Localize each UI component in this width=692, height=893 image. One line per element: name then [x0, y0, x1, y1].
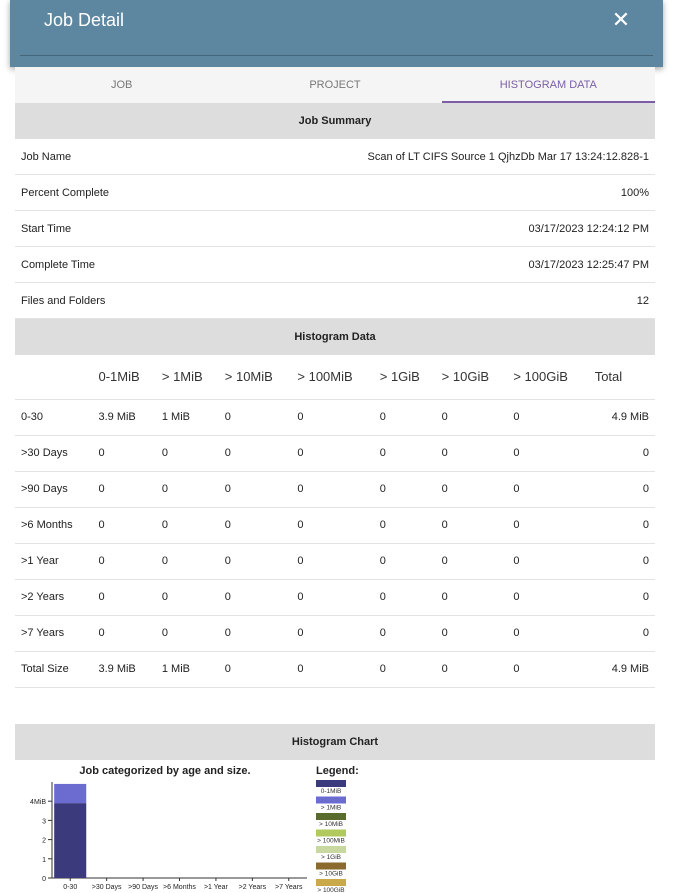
table-cell: 0 [219, 579, 292, 615]
summary-row [15, 211, 655, 247]
row-label: Total Size [15, 651, 92, 687]
table-row [15, 471, 655, 507]
histogram-column-header: > 100GiB [507, 355, 588, 399]
table-cell: 1 MiB [156, 399, 219, 435]
table-cell: 0 [156, 615, 219, 651]
histogram-body [15, 399, 655, 687]
chart-title: Job categorized by age and size. [79, 765, 251, 777]
histogram-column-header: 0-1MiB [92, 355, 155, 399]
histogram-column-header: > 1GiB [374, 355, 436, 399]
legend-swatch [316, 797, 346, 804]
table-cell: 4.9 MiB [589, 651, 655, 687]
table-cell: 0 [291, 651, 373, 687]
table-cell: 0 [291, 543, 373, 579]
table-cell: 0 [374, 579, 436, 615]
histogram-column-header: Total [589, 355, 655, 399]
histogram-column-header: > 100MiB [291, 355, 373, 399]
histogram-chart-section [15, 724, 655, 893]
table-cell: 0 [507, 543, 588, 579]
tab-bar [15, 67, 655, 103]
table-cell: 0 [436, 471, 508, 507]
table-cell: 0 [92, 579, 155, 615]
table-cell: 0 [436, 651, 508, 687]
x-tick-label: >90 Days [128, 884, 158, 891]
table-cell: 0 [507, 651, 588, 687]
table-cell: 0 [291, 399, 373, 435]
table-cell: 0 [436, 399, 508, 435]
y-tick-label: 4MiB [30, 799, 46, 807]
table-cell: 0 [589, 435, 655, 471]
table-cell: 0 [436, 435, 508, 471]
legend-label: > 10MiB [318, 821, 344, 828]
chart-bar [54, 803, 86, 878]
summary-label: Complete Time [21, 258, 95, 271]
table-cell: 0 [507, 507, 588, 543]
row-label: >30 Days [15, 435, 92, 471]
close-icon[interactable]: ✕ [611, 7, 631, 32]
table-cell: 0 [374, 399, 436, 435]
table-cell: 0 [219, 399, 292, 435]
table-cell: 0 [589, 579, 655, 615]
header-divider [20, 55, 653, 56]
summary-row [15, 283, 655, 319]
table-cell: 3.9 MiB [92, 651, 155, 687]
histogram-column-header: > 10GiB [436, 355, 508, 399]
table-cell: 0 [374, 615, 436, 651]
table-cell: 0 [219, 471, 292, 507]
table-cell: 0 [156, 579, 219, 615]
table-cell: 0 [291, 615, 373, 651]
table-cell: 0 [589, 615, 655, 651]
summary-value: 03/17/2023 12:25:47 PM [528, 258, 649, 271]
table-cell: 0 [156, 435, 219, 471]
summary-value: Scan of LT CIFS Source 1 QjhzDb Mar 17 13:24:12.828-1 [367, 150, 649, 163]
table-row [15, 651, 655, 687]
table-cell: 0 [291, 435, 373, 471]
histogram-chart-header: Histogram Chart [15, 724, 655, 760]
histogram-table [15, 355, 655, 688]
summary-value: 03/17/2023 12:24:12 PM [528, 222, 649, 235]
histogram-chart [15, 760, 655, 893]
table-cell: 0 [374, 507, 436, 543]
summary-row [15, 139, 655, 175]
chart-area [15, 760, 655, 893]
histogram-column-header: > 1MiB [156, 355, 219, 399]
table-cell: 1 MiB [156, 651, 219, 687]
summary-label: Files and Folders [21, 294, 106, 307]
table-cell: 0 [507, 579, 588, 615]
table-cell: 0 [589, 543, 655, 579]
table-cell: 0 [219, 435, 292, 471]
table-cell: 0 [92, 543, 155, 579]
table-cell: 0 [92, 435, 155, 471]
histogram-column-header: > 10MiB [219, 355, 292, 399]
table-cell: 0 [219, 507, 292, 543]
summary-label: Start Time [21, 222, 72, 235]
table-cell: 0 [219, 543, 292, 579]
histogram-data-header: Histogram Data [15, 319, 655, 355]
table-cell: 0 [374, 471, 436, 507]
table-cell: 0 [507, 399, 588, 435]
table-cell: 0 [436, 615, 508, 651]
legend-swatch [316, 879, 346, 886]
row-label: >6 Months [15, 507, 92, 543]
job-summary-list [15, 139, 655, 319]
summary-value: 12 [636, 294, 649, 307]
table-cell: 0 [219, 651, 292, 687]
legend-swatch [316, 813, 346, 820]
table-cell: 0 [374, 651, 436, 687]
table-cell: 0 [156, 543, 219, 579]
x-tick-label: >7 Years [275, 884, 303, 891]
summary-row [15, 175, 655, 211]
x-tick-label: >6 Months [163, 884, 196, 891]
legend-label: > 1GiB [320, 854, 342, 861]
tab-project[interactable]: PROJECT [309, 79, 361, 91]
summary-row [15, 247, 655, 283]
tab-job[interactable]: JOB [110, 79, 133, 91]
table-cell: 0 [374, 435, 436, 471]
legend-label: > 100MiB [317, 837, 345, 845]
table-cell: 0 [589, 507, 655, 543]
table-cell: 0 [156, 471, 219, 507]
table-row [15, 543, 655, 579]
chart-bar [54, 784, 86, 803]
table-row [15, 435, 655, 471]
table-cell: 0 [507, 435, 588, 471]
table-cell: 0 [291, 471, 373, 507]
x-tick-label: 0-30 [63, 884, 78, 891]
tab-histogram-data[interactable]: HISTOGRAM DATA [442, 67, 655, 103]
table-cell: 3.9 MiB [92, 399, 155, 435]
table-row [15, 579, 655, 615]
row-label: >90 Days [15, 471, 92, 507]
histogram-column-header [15, 355, 92, 399]
legend-swatch [316, 863, 346, 870]
legend-label: 0-1MiB [320, 788, 342, 795]
histogram-header-row [15, 355, 655, 399]
table-cell: 0 [436, 543, 508, 579]
table-cell: 0 [92, 615, 155, 651]
x-tick-label: >30 Days [91, 884, 122, 891]
legend-swatch [316, 830, 346, 837]
row-label: >7 Years [15, 615, 92, 651]
table-cell: 0 [291, 579, 373, 615]
table-cell: 0 [374, 543, 436, 579]
table-cell: 0 [291, 507, 373, 543]
y-tick-label: 3 [42, 818, 46, 826]
table-cell: 0 [156, 507, 219, 543]
tab-content [15, 103, 655, 688]
row-label: >1 Year [15, 543, 92, 579]
dialog-title: Job Detail [44, 10, 125, 30]
y-tick-label: 2 [42, 837, 46, 845]
summary-label: Job Name [21, 150, 72, 163]
table-row [15, 615, 655, 651]
table-row [15, 507, 655, 543]
y-tick-label: 0 [42, 876, 46, 883]
table-cell: 0 [92, 507, 155, 543]
legend-swatch [316, 846, 346, 853]
table-cell: 0 [92, 471, 155, 507]
x-tick-label: >1 Year [203, 884, 228, 891]
legend-label: > 10GiB [319, 870, 343, 878]
table-cell: 4.9 MiB [589, 399, 655, 435]
job-summary-header: Job Summary [15, 103, 655, 139]
table-cell: 0 [507, 471, 588, 507]
summary-label: Percent Complete [21, 186, 110, 199]
y-tick-label: 1 [42, 856, 46, 864]
legend-swatch [316, 780, 346, 787]
x-tick-label: >2 Years [238, 884, 267, 891]
legend-label: > 100GiB [317, 887, 345, 893]
row-label: 0-30 [15, 399, 92, 435]
legend-label: > 1MiB [320, 804, 342, 812]
table-row [15, 399, 655, 435]
table-cell: 0 [589, 471, 655, 507]
table-cell: 0 [436, 579, 508, 615]
table-cell: 0 [507, 615, 588, 651]
table-cell: 0 [436, 507, 508, 543]
table-cell: 0 [219, 615, 292, 651]
row-label: >2 Years [15, 579, 92, 615]
dialog-header [10, 0, 663, 67]
summary-value: 100% [620, 186, 649, 199]
legend-title: Legend: [316, 765, 359, 777]
